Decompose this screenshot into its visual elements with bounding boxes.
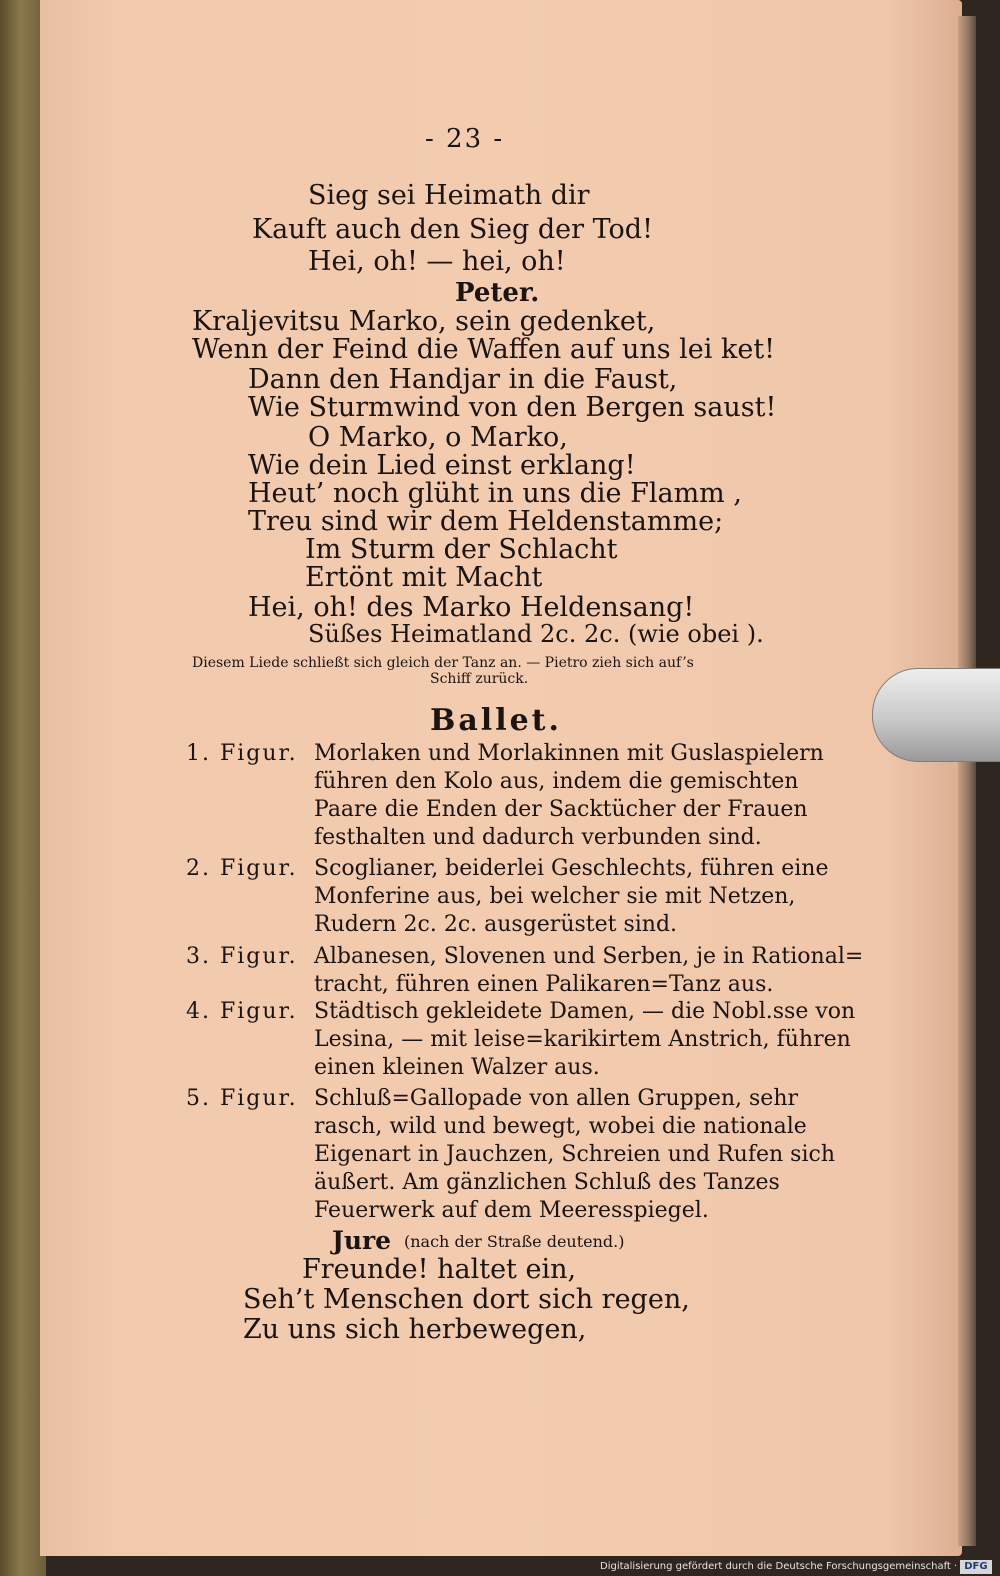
verse-line: Hei, oh! des Marko Heldensang!	[248, 592, 695, 623]
verse-line: Süßes Heimatland 2c. 2c. (wie obei ).	[308, 620, 764, 648]
verse-line: Heut’ noch glüht in uns die Flamm ,	[248, 478, 742, 509]
verse-line: Seh’t Menschen dort sich regen,	[243, 1284, 690, 1315]
figure-line: Scoglianer, beiderlei Geschlechts, führen eine	[314, 856, 829, 881]
dfg-logo: DFG	[960, 1560, 991, 1574]
figure-line: Eigenart in Jauchzen, Schreien und Rufen sich	[314, 1142, 835, 1167]
verse-line: Freunde! haltet ein,	[302, 1254, 577, 1285]
figure-label: 4. Figur.	[186, 999, 298, 1024]
verse-line: Wie Sturmwind von den Bergen saust!	[248, 392, 777, 423]
figure-label: 5. Figur.	[186, 1086, 298, 1111]
verse-line: O Marko, o Marko,	[308, 422, 568, 453]
figure-line: Städtisch gekleidete Damen, — die Nobl.sse von	[314, 999, 856, 1024]
figure-label: 2. Figur.	[186, 856, 298, 881]
speaker-direction: (nach der Straße deutend.)	[404, 1232, 625, 1251]
speaker-name: Peter.	[455, 278, 540, 308]
figure-line: führen den Kolo aus, indem die gemischten	[314, 769, 799, 794]
page-edge	[958, 16, 976, 1546]
figure-line: Monferine aus, bei welcher sie mit Netzen,	[314, 884, 796, 909]
digitization-credit	[600, 1557, 1000, 1576]
verse-line: Kauft auch den Sieg der Tod!	[252, 214, 653, 245]
figure-line: Rudern 2c. 2c. ausgerüstet sind.	[314, 912, 678, 937]
stage-direction: Diesem Liede schließt sich gleich der Tanz an. — Pietro zieh sich auf’s	[192, 655, 694, 671]
figure-line: Albanesen, Slovenen und Serben, je in Rational=	[314, 944, 864, 969]
verse-line: Zu uns sich herbewegen,	[243, 1314, 587, 1345]
verse-line: Dann den Handjar in die Faust,	[248, 364, 678, 395]
stage-direction: Schiff zurück.	[430, 671, 529, 687]
page-number: - 23 -	[425, 124, 505, 154]
verse-line: Kraljevitsu Marko, sein gedenket,	[192, 306, 656, 337]
verse-line: Treu sind wir dem Heldenstamme;	[248, 506, 724, 537]
figure-line: Paare die Enden der Sacktücher der Frauen	[314, 797, 808, 822]
figure-line: äußert. Am gänzlichen Schluß des Tanzes	[314, 1170, 780, 1195]
speaker-name: Jure	[332, 1226, 392, 1255]
verse-line: Sieg sei Heimath dir	[308, 180, 590, 211]
verse-line: Im Sturm der Schlacht	[305, 534, 618, 565]
figure-line: rasch, wild und bewegt, wobei die nationale	[314, 1114, 807, 1139]
figure-label: 1. Figur.	[186, 741, 298, 766]
verse-line: Ertönt mit Macht	[305, 562, 543, 593]
figure-line: tracht, führen einen Palikaren=Tanz aus.	[314, 972, 774, 997]
figure-line: festhalten und dadurch verbunden sind.	[314, 825, 762, 850]
figure-line: Feuerwerk auf dem Meeresspiegel.	[314, 1198, 709, 1223]
figure-label: 3. Figur.	[186, 944, 298, 969]
figure-line: Schluß=Gallopade von allen Gruppen, sehr	[314, 1086, 798, 1111]
verse-line: Hei, oh! — hei, oh!	[308, 246, 566, 277]
figure-line: einen kleinen Walzer aus.	[314, 1055, 600, 1080]
figure-line: Lesina, — mit leise=karikirtem Anstrich, führen	[314, 1027, 851, 1052]
ballet-heading: Ballet.	[430, 703, 562, 738]
verse-line: Wie dein Lied einst erklang!	[248, 450, 636, 481]
figure-line: Morlaken und Morlakinnen mit Guslaspielern	[314, 741, 824, 766]
verse-line: Wenn der Feind die Waffen auf uns lei ket!	[192, 334, 776, 365]
credit-text: Digitalisierung gefördert durch die Deutsche Forschungsgemeinschaft ·	[600, 1561, 958, 1572]
paper-clip	[872, 668, 1000, 762]
